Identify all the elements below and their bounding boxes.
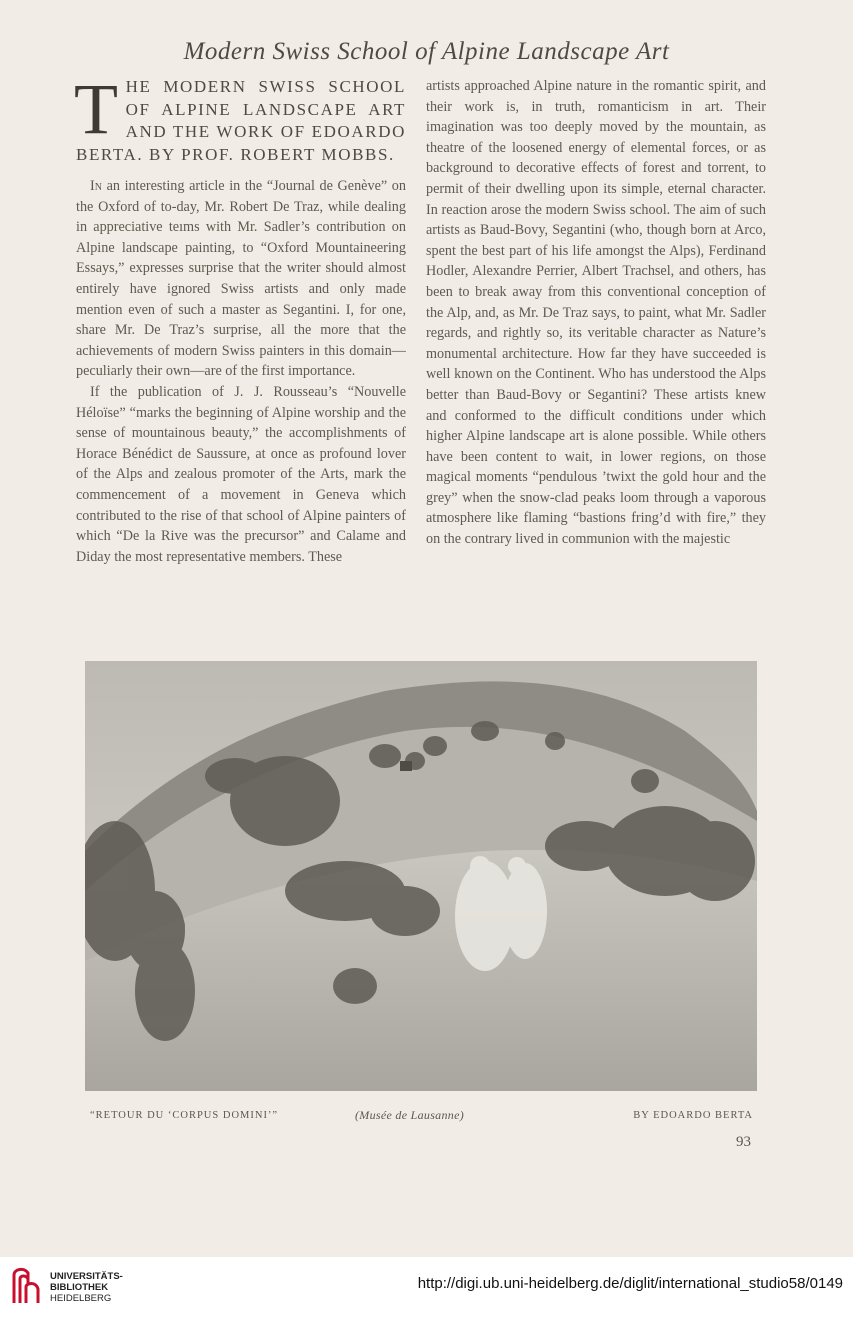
painting-image	[85, 661, 757, 1091]
painting-plate	[85, 661, 757, 1091]
paragraph-1-lead: In	[90, 178, 102, 194]
library-name-line2: BIBLIOTHEK	[50, 1282, 109, 1293]
caption-artist: BY EDOARDO BERTA	[633, 1110, 753, 1121]
paragraph-1	[76, 176, 406, 382]
caption-title: “RETOUR DU ‘CORPUS DOMINI’”	[90, 1110, 279, 1121]
footer-bar	[0, 1257, 853, 1317]
left-column	[74, 69, 406, 567]
paragraph-2-text: If the publication of J. J. Rousseau’s “Nouvelle Héloïse” “marks the beginning of Alpine worship and the sense of mountainous beauty,” the accomplishments of Horace Bénédict de Saussure, at once as profound lover of the Alps and zealous promoter of the Arts, mark the commencement of a movement in Geneva which contributed to the rise of that school of Alpine painters of which “De la Rive was the precursor” and Calame and Diday the most representative members. These	[76, 383, 406, 565]
paragraph-2	[76, 382, 406, 567]
library-name	[50, 1271, 123, 1304]
running-head: Modern Swiss School of Alpine Landscape Art	[183, 38, 670, 65]
paragraph-1-text: an interesting article in the “Journal de Genève” on the Oxford of to-day, Mr. Robert De Traz, while dealing in appreciative teıms with Mr. Sadler’s contribution on Alpine landscape painting, to “Oxford Mountaineering Essays,” expresses surprise that the writer should almost entirely have ignored Swiss artists and only made mention even of such a master as Segantini. I, for one, share Mr. De Traz’s surprise, all the more that the achievements of modern Swiss painters in this domain—peculiarly their own—are of the first importance.	[76, 178, 406, 380]
page-number: 93	[736, 1134, 751, 1150]
right-column	[426, 76, 766, 550]
source-url[interactable]: http://digi.ub.uni-heidelberg.de/diglit/international_studio58/0149	[417, 1275, 843, 1292]
caption-museum: (Musée de Lausanne)	[355, 1108, 465, 1122]
library-name-line1: UNIVERSITÄTS-	[50, 1271, 123, 1282]
article-title-text: HE MODERN SWISS SCHOOL OF ALPINE LANDSCAPE ART AND THE WORK OF EDOARDO BERTA. BY PROF. ROBERT MOBBS.	[76, 77, 406, 164]
article-title	[74, 69, 406, 166]
paragraph-3: artists approached Alpine nature in the romantic spirit, and their work is, in truth, romanticism in art. Their imagination was too deeply moved by the mountain, as theatre of the loosened energy of elemental forces, or as background to decorative effects of forest and torrent, to permit of their dwelling upon its simple, eternal character. In reaction arose the modern Swiss school. The aim of such artists as Baud-Bovy, Segantini (who, though born at Arco, spent the best part of his life amongst the Alps), Ferdinand Hodler, Alexandre Perrier, Albert Trachsel, and others, has been to break away from this conventional conception of the Alp, and, as Mr. De Traz says, to paint, what Mr. Sadler regards, and rightly so, its veritable character as Nature’s monumental architecture. How far they have succeeded is well known on the Continent. Who has understood the Alps better than Baud-Bovy or Segantini? These artists knew and conformed to the difficult conditions under which higher Alpine landscape art is alone possible. While others have been content to wait, in lower regions, on those magical moments “pendulous ’twixt the gold hour and the grey” when the snow-clad peaks loom through a vaporous atmosphere like flaming “bastions fring’d with fire,” they on the contrary lived in communion with the majestic	[426, 78, 766, 548]
library-name-line3: HEIDELBERG	[50, 1293, 112, 1304]
dropcap: T	[74, 69, 120, 149]
library-logo-icon	[10, 1265, 44, 1307]
